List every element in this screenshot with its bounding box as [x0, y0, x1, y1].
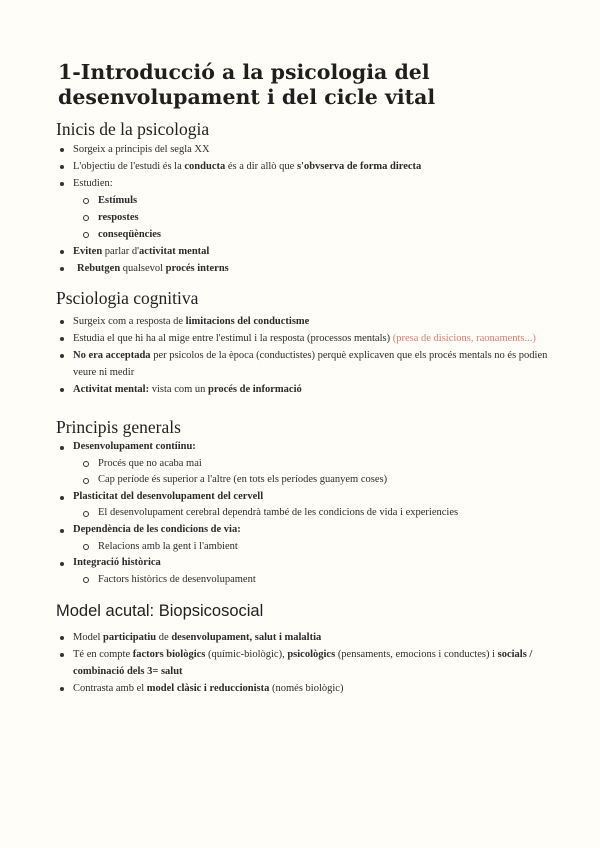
text: qualsevol: [120, 263, 166, 274]
sub-list-item: respostes: [79, 209, 556, 226]
text: L'objectiu de l'estudi és la: [73, 161, 185, 172]
text-bold: Eviten: [73, 246, 103, 257]
list-item: [56, 629, 556, 646]
bullet-list: [56, 629, 556, 697]
sub-list-item: Cap període és superior a l'altre (en tots els períodes guanyem coses): [79, 472, 556, 489]
list-item: [56, 330, 556, 347]
text: és a dir allò que: [225, 161, 297, 172]
bullet-list: [56, 313, 556, 398]
list-item: [56, 646, 556, 680]
list-item: [56, 555, 556, 588]
text: Contrasta amb el: [73, 683, 147, 694]
section-heading: Inicis de la psicologia: [56, 119, 210, 139]
text: (químic-biològic),: [205, 649, 288, 660]
text-bold: psicològics: [287, 649, 336, 660]
text: Té en compte: [73, 649, 133, 660]
sub-list-item: conseqüències: [79, 226, 556, 243]
text-bold: Rebutgen: [77, 263, 121, 274]
section-principis: [56, 416, 556, 588]
text-bold: No era acceptada: [73, 350, 151, 361]
section-inicis: [56, 118, 556, 277]
section-heading: Model acutal: Biopsicosocial: [56, 602, 264, 620]
list-item: [56, 347, 556, 381]
text: Surgeix com a resposta de: [73, 316, 186, 327]
text-highlight: (presa de disicions, raonaments...): [392, 333, 536, 344]
text-bold: factors biològics: [132, 649, 206, 660]
sub-list-item: Procés que no acaba mai: [79, 456, 556, 473]
text: Sorgeix a principis del segla XX: [73, 144, 210, 155]
list-item: [56, 158, 556, 175]
text-bold: Integració històrica: [73, 557, 161, 569]
section-heading: Psciologia cognitiva: [56, 288, 199, 308]
section-cognitiva: [56, 287, 556, 398]
text: Model: [73, 632, 104, 643]
text-bold: socials / combinació dels 3= salut: [73, 649, 533, 677]
text-bold: limitacions del conductisme: [185, 316, 310, 327]
document-title: 1-Introducció a la psicologia del desenvolupament i del cicle vital: [58, 60, 436, 109]
text-bold: activitat mental: [139, 246, 210, 257]
bullet-list: [56, 141, 556, 277]
text-bold: procés interns: [165, 263, 229, 274]
text-bold: conducta: [184, 161, 226, 172]
sub-list-item: El desenvolupament cerebral dependrà també de les condicions de vida i experiencies: [79, 505, 556, 522]
text-bold: participatiu: [103, 632, 157, 643]
text-bold: s'obvserva de forma directa: [296, 161, 422, 172]
sub-list: [73, 505, 556, 522]
sub-list-item: Factors històrics de desenvolupament: [79, 572, 556, 589]
text-bold: Desenvolupament contíinu:: [73, 441, 196, 452]
list-item: [56, 381, 556, 398]
text: per psicolos de la època (conductistes) perquè explicaven que els procés mentals no és podien veure ni medir: [73, 350, 548, 378]
section-biopsicosocial: [56, 600, 556, 697]
text-bold: Activitat mental:: [73, 384, 150, 395]
list-item: [56, 489, 556, 522]
list-item: [56, 260, 556, 277]
text: vista com un: [149, 384, 209, 395]
list-item: [56, 175, 556, 243]
text: (pensaments, emocions i conductes) i: [335, 649, 498, 660]
list-item: [56, 243, 556, 260]
text: Estudien:: [73, 178, 113, 189]
text-bold: model clàsic i reduccionista: [146, 683, 270, 694]
text: (només biològic): [269, 683, 344, 694]
section-heading: Principis generals: [56, 417, 181, 437]
text: parlar d': [102, 246, 140, 257]
sub-list: [73, 192, 556, 243]
text-bold: Plasticitat del desenvolupament del cervell: [73, 490, 264, 502]
sub-list: [73, 539, 556, 556]
list-item: [56, 680, 556, 697]
text: Estudia el que hi ha al mige entre l'estimul i la resposta (processos mentals): [73, 333, 393, 344]
list-item: [56, 522, 556, 555]
list-item: [56, 141, 556, 158]
text-bold: desenvolupament, salut i malaltia: [171, 632, 322, 643]
sub-list-item: Relacions amb la gent i l'ambient: [79, 539, 556, 556]
sub-list: [73, 572, 556, 589]
list-item: [56, 313, 556, 330]
sub-list: [73, 456, 556, 489]
text-bold: procés de informació: [208, 384, 302, 395]
text-bold: Dependència de les condicions de via:: [73, 523, 241, 535]
text: de: [156, 632, 172, 643]
bullet-list: [56, 439, 556, 588]
list-item: [56, 439, 556, 489]
sub-list-item: Estímuls: [79, 192, 556, 209]
